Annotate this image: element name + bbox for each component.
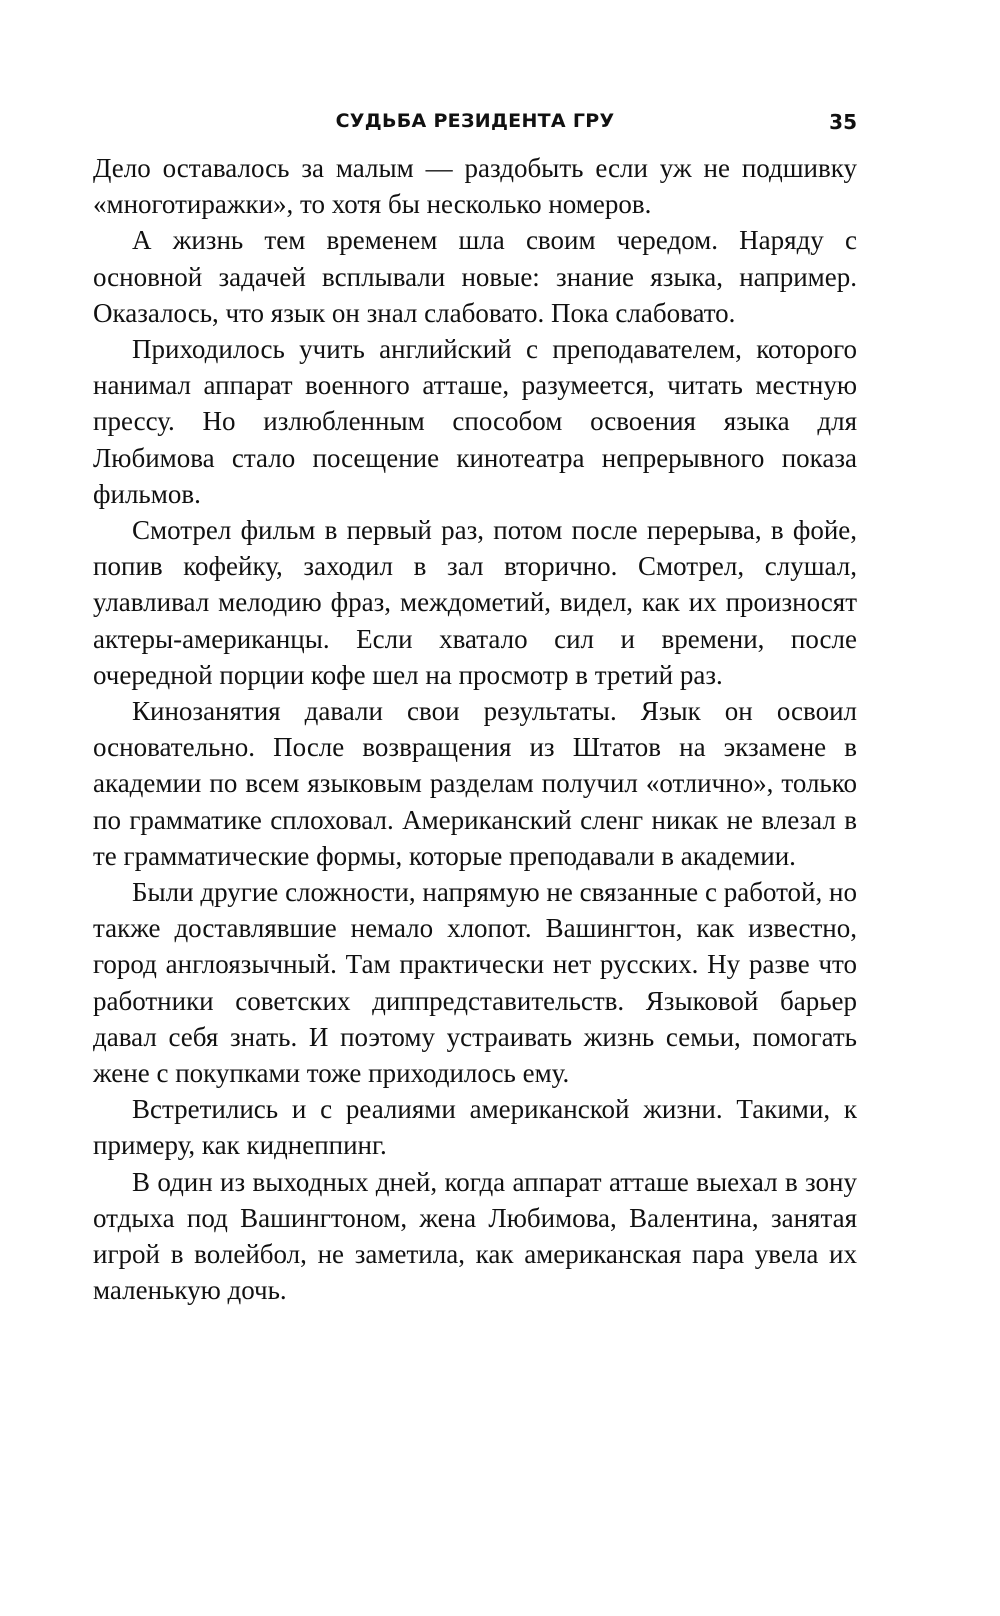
page-number: 35 (829, 110, 857, 134)
running-header (93, 96, 857, 136)
book-page (93, 96, 857, 1309)
paragraph: А жизнь тем временем шла своим чередом. Наряду с основной задачей всплывали новые: знание языка, например. Оказалось, что язык он знал слабовато. Пока слабовато. (93, 225, 857, 328)
paragraph: Встретились и с реалиями американской жизни. Такими, к примеру, как киднеппинг. (93, 1094, 857, 1161)
paragraph: Приходилось учить английский с преподавателем, которого нанимал аппарат военного атташе, разумеется, читать местную прессу. Но излюбленным способом освоения языка для Любимова стало посещение кинотеатра непрерывного показа фильмов. (93, 334, 857, 509)
running-title: СУДЬБА РЕЗИДЕНТА ГРУ (335, 110, 615, 132)
paragraph: Дело оставалось за малым — раздобыть если уж не подшивку «многотиражки», то хотя бы несколько номеров. (93, 153, 857, 220)
paragraph: Смотрел фильм в первый раз, потом после перерыва, в фойе, попив кофейку, заходил в зал вторично. Смотрел, слушал, улавливал мелодию фраз, междометий, видел, как их произносят актеры-американцы. Если хватало сил и времени, после очередной порции кофе шел на просмотр в третий раз. (93, 515, 857, 690)
paragraph: Кинозанятия давали свои результаты. Язык он освоил основательно. После возвращения из Штатов на экзамене в академии по всем языковым разделам получил «отлично», только по грамматике сплоховал. Американский сленг никак не влезал в те грамматические формы, которые преподавали в академии. (93, 696, 857, 871)
paragraph: В один из выходных дней, когда аппарат атташе выехал в зону отдыха под Вашингтоном, жена Любимова, Валентина, занятая игрой в волейбол, не заметила, как американская пара увела их маленькую дочь. (93, 1166, 857, 1306)
paragraph: Были другие сложности, напрямую не связанные с работой, но также доставлявшие немало хлопот. Вашингтон, как известно, город англоязычный. Там практически нет русских. Ну разве что работники советских диппредставительств. Языковой барьер давал себя знать. И поэтому устраивать жизнь семьи, помогать жене с покупками тоже приходилось ему. (93, 877, 857, 1089)
body-text (93, 150, 857, 1309)
